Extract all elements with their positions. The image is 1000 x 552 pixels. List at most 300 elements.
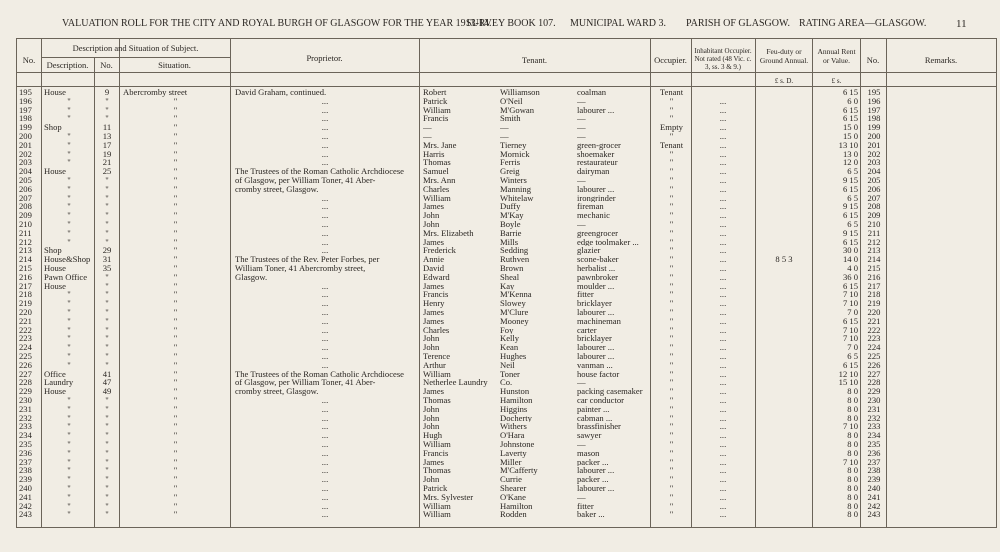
description-cell: Shop (44, 246, 62, 256)
tenant-surname-cell: Neil (500, 360, 515, 370)
row-number-right: 233 (867, 422, 881, 432)
table-row (17, 317, 996, 326)
tenant-surname-cell: Currie (500, 475, 522, 484)
annual-rent-cell: 13 0 (842, 149, 858, 159)
row-number-right: 240 (867, 484, 881, 493)
situation-cell: " (173, 369, 178, 379)
tenant-surname-cell: O'Kane (500, 492, 526, 502)
proprietor-cell: ... (321, 404, 329, 414)
occupier-cell: " (669, 96, 674, 106)
tenant-forename-cell: John (423, 343, 440, 352)
tenant-surname-cell: Kean (500, 343, 519, 352)
street-number-cell: " (105, 299, 109, 308)
description-cell: " (67, 316, 71, 326)
table-row (17, 282, 996, 291)
table-row (17, 150, 996, 159)
street-number-cell: " (105, 114, 109, 124)
table-row (17, 475, 996, 484)
row-number-right: 230 (867, 396, 881, 405)
occupier-cell: " (669, 132, 674, 141)
row-number: 240 (19, 484, 32, 493)
description-cell: " (67, 484, 71, 493)
street-number-cell: 29 (102, 246, 112, 256)
inhabitant-cell: ... (719, 396, 727, 405)
row-number: 220 (19, 308, 32, 317)
tenant-forename-cell: John (423, 413, 440, 423)
row-number-right: 235 (867, 440, 881, 449)
annual-rent-cell: 6 15 (842, 237, 858, 247)
proprietor-cell: ... (321, 510, 329, 520)
description-cell: Office (44, 369, 66, 379)
tenant-forename-cell: Patrick (423, 484, 448, 493)
occupier-cell: " (669, 431, 674, 440)
street-number-cell: " (105, 202, 109, 212)
col-header-inhabitant-occupier: Inhabitant Occupier. Not rated (48 Vic. c. 3, ss. 3 & 9.) (694, 47, 752, 71)
row-number-right: 208 (867, 202, 881, 212)
row-number: 243 (19, 510, 32, 520)
tenant-occupation-cell: restaurateur (577, 158, 618, 168)
tenant-forename-cell: Robert (423, 88, 447, 97)
annual-rent-cell: 8 0 (847, 387, 858, 396)
inhabitant-cell: ... (719, 149, 727, 159)
situation-cell: " (173, 501, 178, 511)
tenant-forename-cell: Thomas (423, 466, 451, 476)
row-number: 229 (19, 387, 32, 396)
row-number-right: 197 (867, 105, 881, 115)
street-number-cell: " (105, 360, 109, 370)
row-number: 213 (19, 246, 32, 256)
proprietor-cell: ... (321, 211, 329, 220)
row-number: 239 (19, 475, 32, 484)
proprietor-cell: ... (321, 413, 329, 423)
occupier-cell: " (669, 448, 674, 458)
situation-cell: " (173, 114, 178, 124)
tenant-occupation-cell: packer ... (577, 475, 609, 484)
tenant-forename-cell: Edward (423, 272, 450, 282)
tenant-surname-cell: Higgins (500, 404, 528, 414)
tenant-forename-cell: James (423, 316, 445, 326)
situation-cell: " (173, 352, 178, 361)
row-number: 242 (19, 501, 32, 511)
occupier-cell: " (669, 466, 674, 476)
row-number-right: 223 (867, 334, 881, 344)
proprietor-cell: ... (321, 466, 329, 476)
row-number-right: 204 (867, 167, 881, 176)
tenant-occupation-cell: — (577, 114, 586, 124)
situation-cell: " (173, 264, 178, 273)
tenant-surname-cell: Rodden (500, 510, 527, 520)
tenant-occupation-cell: labourer ... (577, 308, 615, 317)
annual-rent-cell: 8 0 (847, 492, 858, 502)
tenant-occupation-cell: labourer ... (577, 105, 615, 115)
tenant-occupation-cell: — (577, 176, 586, 185)
street-number-cell: 9 (104, 88, 110, 97)
occupier-cell: " (669, 413, 674, 423)
tenant-forename-cell: — (423, 123, 432, 132)
tenant-occupation-cell: labourer ... (577, 466, 615, 476)
inhabitant-cell: ... (719, 422, 727, 432)
table-row (17, 352, 996, 361)
description-cell: " (67, 140, 71, 150)
proprietor-cell: ... (321, 308, 329, 317)
occupier-cell: Tenant (659, 88, 684, 97)
inhabitant-cell: ... (719, 105, 727, 115)
table-row (17, 176, 996, 185)
tenant-occupation-cell: cabman ... (577, 413, 613, 423)
situation-cell: " (173, 316, 178, 326)
street-number-cell: " (105, 334, 109, 344)
annual-rent-cell: 6 15 (842, 281, 858, 291)
situation-cell: " (173, 334, 178, 344)
description-cell: " (67, 492, 71, 502)
situation-cell: " (173, 96, 178, 106)
occupier-cell: " (669, 220, 674, 229)
street-number-cell: " (105, 343, 109, 352)
occupier-cell: " (669, 360, 674, 370)
annual-rent-cell: 7 10 (842, 457, 858, 467)
occupier-cell: " (669, 158, 674, 168)
tenant-occupation-cell: baker ... (577, 510, 605, 520)
tenant-surname-cell: Duffy (500, 202, 521, 212)
situation-cell: " (173, 167, 178, 176)
situation-cell: " (173, 484, 178, 493)
description-cell: House&Shop (44, 255, 91, 264)
row-number-right: 228 (867, 378, 881, 388)
situation-cell: " (173, 237, 178, 247)
tenant-surname-cell: Williamson (500, 88, 540, 97)
tenant-occupation-cell: — (577, 96, 586, 106)
situation-cell: " (173, 149, 178, 159)
description-cell: Shop (44, 123, 62, 132)
street-number-cell: " (105, 448, 109, 458)
row-number-right: 209 (867, 211, 881, 220)
description-cell: " (67, 448, 71, 458)
proprietor-cell: ... (321, 448, 329, 458)
inhabitant-cell: ... (719, 475, 727, 484)
row-number: 209 (19, 211, 32, 220)
annual-rent-cell: 8 0 (847, 413, 858, 423)
table-row (17, 290, 996, 299)
description-cell: " (67, 132, 71, 141)
tenant-forename-cell: William (423, 440, 451, 449)
situation-cell: " (173, 176, 178, 185)
row-number: 224 (19, 343, 32, 352)
row-number: 233 (19, 422, 32, 432)
inhabitant-cell: ... (719, 457, 727, 467)
tenant-occupation-cell: green-grocer (577, 140, 621, 150)
row-number-right: 195 (867, 88, 881, 97)
inhabitant-cell: ... (719, 96, 727, 106)
street-number-cell: " (105, 211, 109, 220)
row-number: 237 (19, 457, 32, 467)
row-number: 199 (19, 123, 32, 132)
tenant-occupation-cell: fitter (577, 290, 594, 300)
situation-cell: " (173, 475, 178, 484)
street-number-cell: " (105, 440, 109, 449)
description-cell: House (44, 281, 66, 291)
street-number-cell: 49 (102, 387, 112, 396)
inhabitant-cell: ... (719, 176, 727, 185)
tenant-surname-cell: Shearer (500, 484, 527, 493)
tenant-occupation-cell: vanman ... (577, 360, 613, 370)
annual-rent-cell: 9 15 (842, 176, 858, 185)
inhabitant-cell: ... (719, 281, 727, 291)
annual-rent-cell: 8 0 (847, 440, 858, 449)
tenant-forename-cell: James (423, 308, 445, 317)
description-cell: " (67, 422, 71, 432)
inhabitant-cell: ... (719, 272, 727, 282)
tenant-surname-cell: Mills (500, 237, 519, 247)
description-cell: " (67, 193, 71, 203)
tenant-surname-cell: — (500, 132, 509, 141)
occupier-cell: " (669, 167, 674, 176)
proprietor-cell: ... (321, 132, 329, 141)
table-row (17, 378, 996, 387)
tenant-forename-cell: James (423, 387, 445, 396)
description-cell: " (67, 149, 71, 159)
inhabitant-cell: ... (719, 202, 727, 212)
occupier-cell: " (669, 387, 674, 396)
tenant-surname-cell: Hunston (500, 387, 530, 396)
tenant-occupation-cell: machineman (577, 316, 621, 326)
situation-cell: " (173, 220, 178, 229)
annual-rent-cell: 6 15 (842, 114, 858, 124)
occupier-cell: " (669, 325, 674, 335)
tenant-occupation-cell: packing casemaker (577, 387, 643, 396)
occupier-cell: " (669, 255, 674, 264)
row-number-right: 238 (867, 466, 881, 476)
occupier-cell: " (669, 404, 674, 414)
street-number-cell: " (105, 308, 109, 317)
proprietor-cell: ... (321, 123, 329, 132)
tenant-forename-cell: William (423, 510, 451, 520)
row-number: 197 (19, 105, 32, 115)
tenant-forename-cell: John (423, 334, 440, 344)
table-row (17, 326, 996, 335)
annual-rent-cell: 7 10 (842, 325, 858, 335)
description-cell: " (67, 202, 71, 212)
tenant-occupation-cell: car conductor (577, 396, 625, 405)
description-cell: " (67, 404, 71, 414)
tenant-occupation-cell: bricklayer (577, 334, 612, 344)
inhabitant-cell: ... (719, 299, 727, 308)
col-header-annual-rent: Annual Rent or Value. (817, 47, 856, 65)
tenant-forename-cell: James (423, 202, 445, 212)
row-number-right: 243 (867, 510, 881, 520)
row-number-right: 225 (867, 352, 881, 361)
situation-cell: " (173, 378, 178, 388)
row-number: 231 (19, 404, 32, 414)
tenant-occupation-cell: packer ... (577, 457, 609, 467)
inhabitant-cell: ... (719, 360, 727, 370)
row-number-right: 224 (867, 343, 881, 352)
table-row (17, 387, 996, 396)
row-number-right: 227 (867, 369, 881, 379)
row-number-right: 205 (867, 176, 881, 185)
annual-rent-cell: 15 0 (842, 123, 858, 132)
situation-cell: " (173, 290, 178, 300)
situation-cell: " (173, 202, 178, 212)
situation-cell: " (173, 404, 178, 414)
table-row (17, 202, 996, 211)
tenant-forename-cell: James (423, 237, 445, 247)
tenant-surname-cell: M'Cafferty (500, 466, 538, 476)
valuation-table (16, 38, 997, 528)
table-row (17, 114, 996, 123)
row-number-right: 220 (867, 308, 881, 317)
row-number: 198 (19, 114, 32, 124)
tenant-surname-cell: Tierney (500, 140, 527, 150)
table-row (17, 255, 996, 264)
description-cell: " (67, 237, 71, 247)
row-number-right: 237 (867, 457, 881, 467)
row-number: 235 (19, 440, 32, 449)
inhabitant-cell: ... (719, 343, 727, 352)
inhabitant-cell: ... (719, 334, 727, 344)
proprietor-cell: ... (321, 484, 329, 493)
tenant-surname-cell: Ferris (500, 158, 521, 168)
description-cell: " (67, 220, 71, 229)
proprietor-cell: ... (321, 114, 329, 124)
table-row (17, 405, 996, 414)
description-cell: " (67, 431, 71, 440)
table-row (17, 238, 996, 247)
inhabitant-cell: ... (719, 237, 727, 247)
tenant-surname-cell: Slowey (500, 299, 526, 308)
row-number-right: 222 (867, 325, 881, 335)
proprietor-line: The Trustees of the Roman Catholic Archdiocese (235, 166, 404, 177)
street-number-cell: " (105, 396, 109, 405)
inhabitant-cell: ... (719, 510, 727, 520)
row-number-right: 239 (867, 475, 881, 484)
proprietor-line: The Trustees of the Rev. Peter Forbes, per (235, 254, 380, 265)
street-number-cell: 25 (102, 167, 112, 176)
street-number-cell: " (105, 290, 109, 300)
row-number-right: 202 (867, 149, 881, 159)
proprietor-cell: ... (321, 299, 329, 308)
description-cell: " (67, 343, 71, 352)
table-row (17, 220, 996, 229)
description-cell: " (67, 396, 71, 405)
tenant-surname-cell: Sedding (500, 246, 529, 256)
row-number-right: 196 (867, 96, 881, 106)
situation-cell: " (173, 440, 178, 449)
table-row (17, 141, 996, 150)
street-number-cell: " (105, 422, 109, 432)
table-row (17, 167, 996, 176)
street-number-cell: " (105, 176, 109, 185)
annual-rent-cell: 6 15 (842, 316, 858, 326)
tenant-surname-cell: Kelly (500, 334, 520, 344)
annual-rent-cell: 8 0 (847, 404, 858, 414)
situation-cell: " (173, 431, 178, 440)
description-cell: Laundry (44, 378, 74, 388)
row-number: 211 (19, 228, 32, 238)
proprietor-cell: ... (321, 457, 329, 467)
tenant-surname-cell: M'Kenna (500, 290, 532, 300)
tenant-occupation-cell: house factor (577, 369, 620, 379)
annual-rent-cell: 7 0 (847, 308, 858, 317)
row-number-right: 217 (867, 281, 881, 291)
tenant-surname-cell: M'Kay (500, 211, 524, 220)
inhabitant-cell: ... (719, 325, 727, 335)
tenant-forename-cell: Mrs. Ann (423, 176, 456, 185)
tenant-forename-cell: Mrs. Sylvester (423, 492, 474, 502)
row-number-right: 210 (867, 220, 881, 229)
inhabitant-cell: ... (719, 290, 727, 300)
occupier-cell: Tenant (659, 140, 684, 150)
occupier-cell: " (669, 457, 674, 467)
description-cell: " (67, 413, 71, 423)
inhabitant-cell: ... (719, 255, 727, 264)
description-cell: Pawn Office (44, 272, 88, 282)
proprietor-line: of Glasgow, per William Toner, 41 Aber- (235, 175, 376, 185)
row-number-right: 242 (867, 501, 881, 511)
street-number-cell: 31 (102, 255, 112, 264)
tenant-forename-cell: Charles (423, 184, 450, 194)
tenant-surname-cell: Boyle (500, 220, 521, 229)
street-number-cell: 41 (102, 369, 112, 379)
proprietor-cell: ... (321, 334, 329, 344)
row-number-right: 214 (867, 255, 881, 264)
row-number-right: 201 (867, 140, 881, 150)
row-number-right: 212 (867, 237, 881, 247)
row-number: 200 (19, 132, 32, 141)
proprietor-cell: ... (321, 149, 329, 159)
description-cell: " (67, 352, 71, 361)
tenant-surname-cell: Greig (500, 167, 520, 176)
occupier-cell: " (669, 176, 674, 185)
inhabitant-cell: ... (719, 501, 727, 511)
row-number-right: 226 (867, 360, 881, 370)
annual-rent-cell: 8 0 (847, 510, 858, 520)
rent-units: £ s. (831, 77, 842, 85)
row-number-right: 221 (867, 316, 881, 326)
proprietor-line: David Graham, continued. (235, 87, 327, 97)
row-number-right: 218 (867, 290, 881, 300)
row-number: 219 (19, 299, 32, 308)
tenant-forename-cell: William (423, 105, 451, 115)
description-cell: " (67, 290, 71, 300)
annual-rent-cell: 7 10 (842, 290, 858, 300)
tenant-occupation-cell: irongrinder (577, 193, 616, 203)
situation-cell: " (173, 360, 178, 370)
street-number-cell: " (105, 325, 109, 335)
table-row (17, 308, 996, 317)
annual-rent-cell: 8 0 (847, 475, 858, 484)
occupier-cell: " (669, 492, 674, 502)
description-cell: House (44, 264, 66, 273)
tenant-surname-cell: O'Neil (500, 96, 523, 106)
description-cell: " (67, 158, 71, 168)
table-row (17, 458, 996, 467)
tenant-occupation-cell: herbalist ... (577, 264, 616, 273)
situation-cell: " (173, 193, 178, 203)
inhabitant-cell: ... (719, 369, 727, 379)
street-number-cell: " (105, 184, 109, 194)
tenant-occupation-cell: brassfinisher (577, 422, 621, 432)
proprietor-line: William Toner, 41 Abercromby street, (235, 263, 366, 273)
row-number-right: 213 (867, 246, 881, 256)
occupier-cell: " (669, 422, 674, 432)
table-row (17, 449, 996, 458)
tenant-occupation-cell: — (577, 220, 586, 229)
proprietor-cell: ... (321, 325, 329, 335)
inhabitant-cell: ... (719, 264, 727, 273)
row-number-right: 199 (867, 123, 881, 132)
inhabitant-cell: ... (719, 431, 727, 440)
description-cell: " (67, 360, 71, 370)
